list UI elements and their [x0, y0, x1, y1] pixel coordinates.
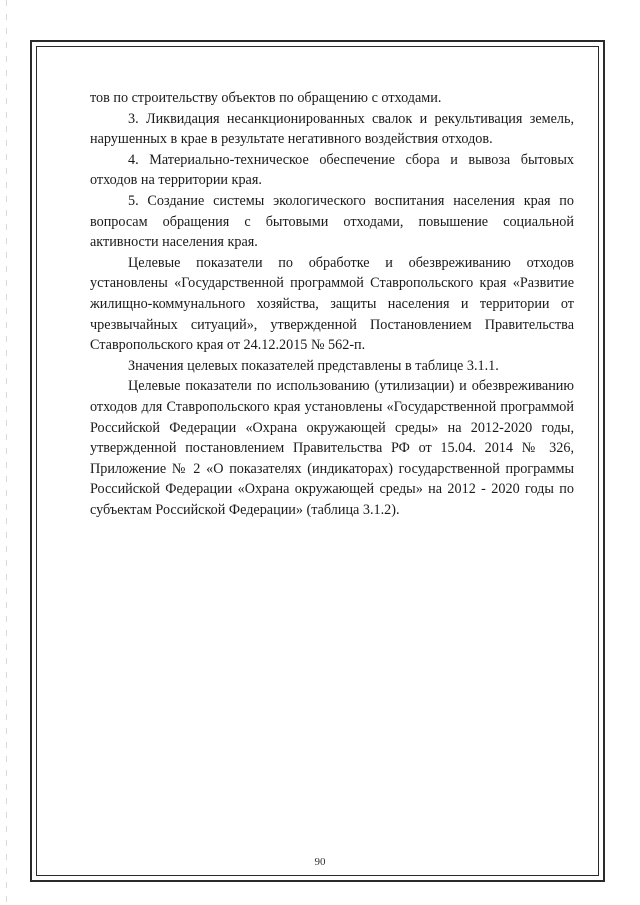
paragraph-7: Целевые показатели по использованию (утилизации) и обезвреживанию отходов для Ставропольского края установлены «Государственной программой Российской Федерации «Охрана окружающей среды» на 2012-2020 годы, утвержденной постановлением Правительства РФ от 15.04. 2014 № 326, Приложение № 2 «О показателях (индикаторах) государственной программы Российской Федерации «Охрана окружающей среды» на 2012 - 2020 годы по субъектам Российской Федерации» (таблица 3.1.2). — [90, 378, 574, 518]
page-number: 90 — [314, 856, 326, 868]
paragraph-2: 3. Ликвидация несанкционированных свалок и рекультивация земель, нарушенных в крае в результате негативного воздействия отходов. — [90, 110, 574, 148]
paragraph-1: тов по строительству объектов по обращению с отходами. — [90, 90, 442, 106]
paragraph-3: 4. Материально-техническое обеспечение сбора и вывоза бытовых отходов на территории края. — [90, 151, 574, 189]
scan-edge-mark — [6, 0, 7, 905]
paragraph-5: Целевые показатели по обработке и обезвреживанию отходов установлены «Государственной программой Ставропольского края «Развитие жилищно-коммунального хозяйства, защиты населения и территории от чрезвычайных ситуаций», утвержденной Постановлением Правительства Ставропольского края от 24.12.2015 № 562-п. — [90, 254, 574, 354]
document-body — [90, 88, 574, 520]
paragraph-6: Значения целевых показателей представлены в таблице 3.1.1. — [128, 357, 499, 374]
paragraph-4: 5. Создание системы экологического воспитания населения края по вопросам обращения с бытовыми отходами, повышение социальной активности населения края. — [90, 192, 574, 251]
